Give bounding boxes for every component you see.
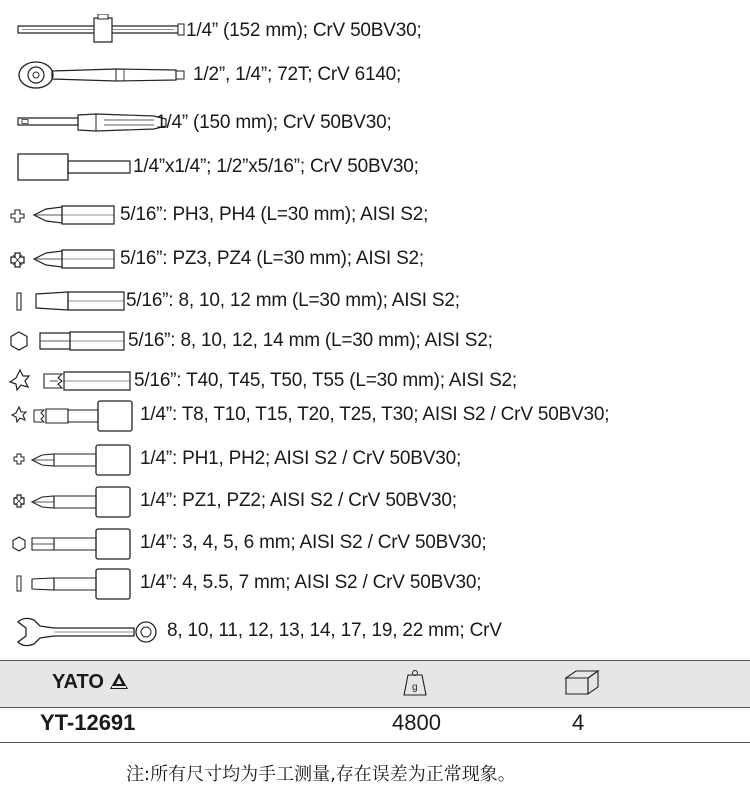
item-adapter xyxy=(0,150,750,184)
socket-bit-icon xyxy=(30,484,140,524)
item-spinner-handle xyxy=(0,106,750,140)
table-bottom-border xyxy=(0,742,750,743)
socket-bit-icon xyxy=(30,566,140,606)
item-pz-bit-516 xyxy=(0,242,750,276)
socket-bit-icon xyxy=(32,398,142,438)
bit-icon xyxy=(32,242,122,276)
pozidriv-icon xyxy=(6,242,30,276)
slot-icon xyxy=(6,284,30,318)
item-description: 5/16”: T40, T45, T50, T55 (L=30 mm); AISI S2; xyxy=(134,370,517,391)
item-t-bar xyxy=(0,14,750,48)
spinner-handle-icon xyxy=(16,106,176,140)
socket-bit-icon xyxy=(30,442,140,482)
phillips-icon xyxy=(8,442,30,476)
t-bar-icon xyxy=(16,14,206,48)
bit-icon xyxy=(42,364,142,398)
item-ph-socket-14 xyxy=(0,442,750,476)
item-description: 5/16”: PZ3, PZ4 (L=30 mm); AISI S2; xyxy=(120,248,424,269)
item-pz-socket-14 xyxy=(0,484,750,518)
item-description: 1/4”: PH1, PH2; AISI S2 / CrV 50BV30; xyxy=(140,448,462,469)
item-description: 1/4”: T8, T10, T15, T20, T25, T30; AISI S2 / CrV 50BV30; xyxy=(140,404,610,425)
hex-icon xyxy=(6,324,32,358)
item-hex-socket-14 xyxy=(0,526,750,560)
torx-icon xyxy=(8,398,30,432)
item-torx-bit-516 xyxy=(0,364,750,398)
item-wrench xyxy=(0,614,750,648)
item-description: 1/4” (150 mm); CrV 50BV30; xyxy=(156,112,392,133)
item-description: 1/4”: PZ1, PZ2; AISI S2 / CrV 50BV30; xyxy=(140,490,457,511)
item-slot-bit-516 xyxy=(0,284,750,318)
item-ratchet xyxy=(0,58,750,92)
pozidriv-icon xyxy=(8,484,30,518)
item-hex-bit-516 xyxy=(0,324,750,358)
adapter-icon xyxy=(16,150,146,184)
item-ph-bit-516 xyxy=(0,198,750,232)
bit-icon xyxy=(34,284,134,318)
hex-icon xyxy=(8,526,30,560)
item-description: 1/4” (152 mm); CrV 50BV30; xyxy=(186,20,422,41)
slot-icon xyxy=(8,566,30,600)
item-slot-socket-14 xyxy=(0,566,750,600)
item-description: 8, 10, 11, 12, 13, 14, 17, 19, 22 mm; CrV xyxy=(167,620,502,641)
measurement-note: 注:所有尺寸均为手工测量,存在误差为正常现象。 xyxy=(126,764,516,785)
brand-logo: YATO xyxy=(52,671,129,694)
item-description: 5/16”: PH3, PH4 (L=30 mm); AISI S2; xyxy=(120,204,429,225)
weight-value: 4800 xyxy=(392,710,441,735)
item-torx-socket-14 xyxy=(0,398,750,432)
item-description: 5/16”: 8, 10, 12 mm (L=30 mm); AISI S2; xyxy=(126,290,460,311)
torx-icon xyxy=(6,364,34,398)
item-description: 1/4”: 4, 5.5, 7 mm; AISI S2 / CrV 50BV30; xyxy=(140,572,482,593)
item-description: 5/16”: 8, 10, 12, 14 mm (L=30 mm); AISI S2; xyxy=(128,330,493,351)
quantity-value: 4 xyxy=(572,710,585,735)
bit-icon xyxy=(38,324,138,358)
item-description: 1/4”: 3, 4, 5, 6 mm; AISI S2 / CrV 50BV30; xyxy=(140,532,487,553)
socket-bit-icon xyxy=(30,526,140,566)
bit-icon xyxy=(32,198,122,232)
box-quantity-icon xyxy=(562,668,602,698)
item-description: 1/4”x1/4”; 1/2”x5/16”; CrV 50BV30; xyxy=(133,156,419,177)
wrench-icon xyxy=(14,614,164,648)
weight-unit-label: g xyxy=(412,682,418,693)
ratchet-icon xyxy=(16,58,196,92)
model-number: YT-12691 xyxy=(40,710,136,735)
table-divider xyxy=(0,707,750,708)
weight-icon xyxy=(402,669,428,697)
item-description: 1/2”, 1/4”; 72T; CrV 6140; xyxy=(193,64,402,85)
phillips-icon xyxy=(6,198,30,232)
yato-logo-icon xyxy=(109,672,129,690)
